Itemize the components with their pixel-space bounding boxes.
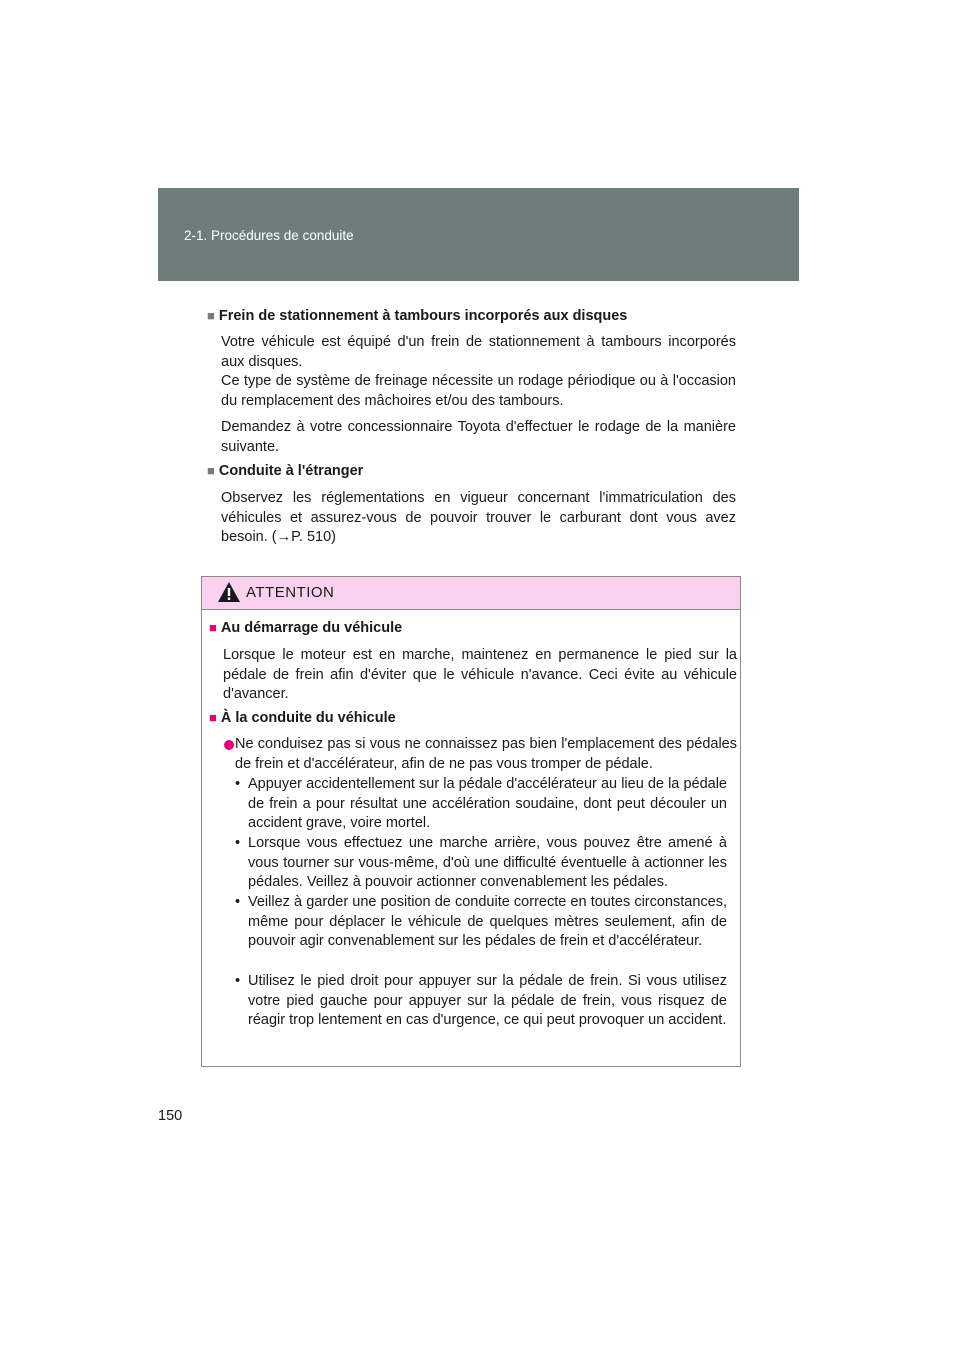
warning-triangle-icon — [217, 581, 241, 603]
square-bullet-icon: ■ — [207, 463, 215, 478]
attention-subitem-1: Appuyer accidentellement sur la pédale d'accélérateur au lieu de la pédale de frein a pour résultat une accélération soudaine, dont peut découler un accident grave, voire mortel. — [248, 776, 727, 831]
section-heading-abroad: ■ Conduite à l'étranger — [207, 463, 364, 479]
chapter-header-band — [158, 188, 799, 281]
attention-text-start: Lorsque le moteur est en marche, maintenez en permanence le pied sur la pédale de frein afin d'éviter que le véhicule n'avance. Ceci évite au véhicule d'avancer. — [223, 647, 737, 702]
attention-heading-driving: ■ À la conduite du véhicule — [209, 710, 396, 726]
dash-bullet: • — [235, 776, 241, 792]
dash-bullet: • — [235, 894, 241, 910]
page-number: 150 — [158, 1108, 183, 1124]
attention-subitem-3: Veillez à garder une position de conduite correcte en toutes circonstances, même pour déplacer le véhicule de quelques mètres seulement, afin de pouvoir agir convenablement sur les pédales de frein et d'accélérateur. — [248, 894, 727, 949]
dash-bullet: • — [235, 973, 241, 989]
square-bullet-icon: ■ — [209, 710, 217, 725]
dash-bullet: • — [235, 835, 241, 851]
paragraph-dealer: Demandez à votre concessionnaire Toyota d'effectuer le rodage de la manière suivante. — [221, 419, 736, 455]
section-heading-parking-brake: ■ Frein de stationnement à tambours incorporés aux disques — [207, 308, 628, 324]
square-bullet-icon: ■ — [207, 308, 215, 323]
attention-subitem-4: Utilisez le pied droit pour appuyer sur la pédale de frein. Si vous utilisez votre pied gauche pour appuyer sur la pédale de frein, vous risquez de réagir trop lentement en cas d'urgence, ce qui peut provoquer un accident. — [248, 973, 727, 1028]
attention-heading-start: ■ Au démarrage du véhicule — [209, 620, 403, 636]
attention-subitem-2: Lorsque vous effectuez une marche arrière, vous pouvez être amené à vous tourner sur vous-même, d'où une difficulté éventuelle à actionner les pédales. Veillez à pouvoir actionner convenablement les pédales. — [248, 835, 727, 890]
attention-header — [202, 577, 740, 610]
square-bullet-icon: ■ — [209, 620, 217, 635]
attention-box — [201, 576, 741, 1067]
attention-title: ATTENTION — [246, 584, 335, 601]
round-bullet-icon — [224, 740, 234, 750]
paragraph-abroad: Observez les réglementations en vigueur concernant l'immatriculation des véhicules et assurez-vous de pouvoir trouver le carburant dont vous avez besoin. (→P. 510) — [221, 490, 736, 545]
paragraph-break-in: Ce type de système de freinage nécessite un rodage périodique ou à l'occasion du remplacement des mâchoires et/ou des tambours. — [221, 373, 736, 409]
section-title: 2-1. Procédures de conduite — [184, 228, 354, 243]
paragraph-drum-brake: Votre véhicule est équipé d'un frein de stationnement à tambours incorporés aux disques. — [221, 334, 736, 370]
attention-bullet-pedals: Ne conduisez pas si vous ne connaissez pas bien l'emplacement des pédales de frein et d'accélérateur, afin de ne pas vous tromper de pédale. — [235, 736, 737, 772]
